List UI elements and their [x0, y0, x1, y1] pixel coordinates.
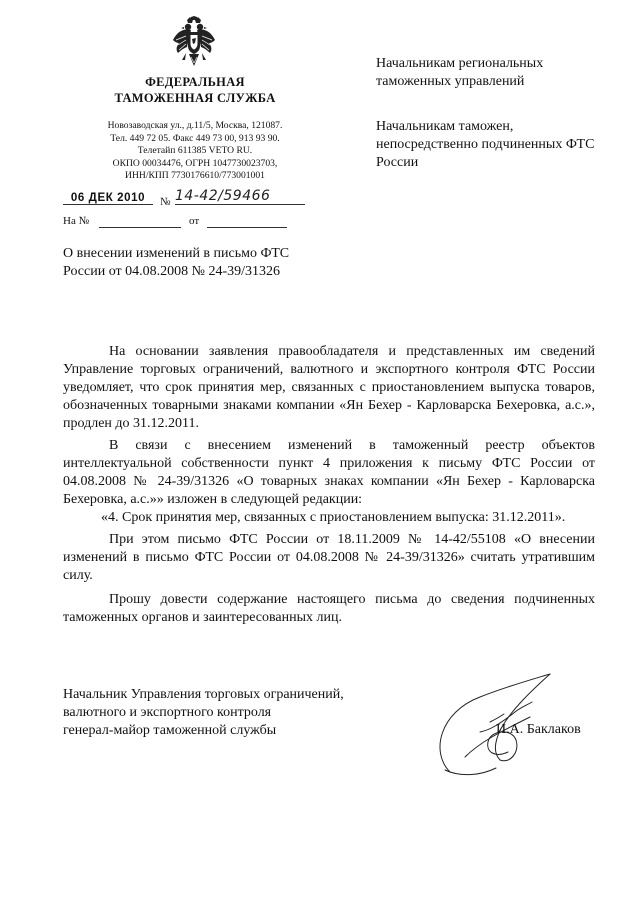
reference-row: [63, 215, 273, 235]
signer-title-line: Начальник Управления торговых ограничений,: [63, 687, 344, 702]
signer-title: [63, 686, 393, 740]
reference-date-label: от: [189, 215, 200, 227]
reference-number-label: На №: [63, 215, 90, 227]
registration-number: 14-42/59466: [175, 188, 305, 205]
body-paragraph: При этом письмо ФТС России от 18.11.2009 № 14-42/55108 «О внесении изменений в письмо ФТС России от 04.08.2008 № 24-39/31326» считать утратившим силу.: [63, 532, 595, 583]
signer-title-line: валютного и экспортного контроля: [63, 705, 272, 720]
registration-row: [63, 188, 333, 212]
organization-address: [70, 120, 320, 183]
address-line: Новозаводская ул., д.11/5, Москва, 121087.: [107, 120, 283, 131]
reference-date-blank: [207, 227, 287, 228]
body-paragraph: В связи с внесением изменений в таможенный реестр объектов интеллектуальной собственности пункт 4 приложения к письму ФТС России от 04.08.2008 № 24-39/31326 «О товарных знаках компании «Ян Бехер - Карловарска Бехеровка, а.с.»» изложен в следующей редакции:: [63, 438, 595, 507]
body-paragraph: Прошу довести содержание настоящего письма до сведения подчиненных таможенных органов и заинтересованных лиц.: [63, 592, 595, 625]
body-paragraph: «4. Срок принятия мер, связанных с приостановлением выпуска: 31.12.2011».: [101, 510, 566, 525]
recipient-regional: Начальникам региональных таможенных управлений: [376, 56, 544, 89]
org-name-line-2: ТАМОЖЕННАЯ СЛУЖБА: [114, 91, 276, 105]
address-line: Телетайп 611385 VETO RU.: [137, 145, 253, 157]
address-line: Тел. 449 72 05. Факс 449 73 00, 913 93 90.: [110, 132, 280, 144]
registration-number-label: №: [160, 196, 171, 208]
signer-name: И.А. Баклаков: [496, 722, 581, 737]
reference-number-blank: [99, 227, 181, 228]
signer-title-line: генерал-майор таможенной службы: [63, 723, 277, 738]
address-line: ОКПО 00034476, ОГРН 1047730023703,: [112, 157, 278, 169]
letter-subject: О внесении изменений в письмо ФТС России от 04.08.2008 № 24-39/31326: [63, 246, 290, 279]
recipient-customs: Начальникам таможен, непосредственно подчиненных ФТС России: [376, 119, 595, 170]
letter-body: [63, 343, 595, 627]
state-emblem-icon: [171, 16, 217, 70]
org-name-line-1: ФЕДЕРАЛЬНАЯ: [145, 75, 245, 89]
address-line: ИНН/КПП 7730176610/773001001: [125, 170, 265, 182]
organization-name: [82, 74, 308, 106]
body-paragraph: На основании заявления правообладателя и представленных им сведений Управление торговых ограничений, валютного и экспортного контроля ФТС России уведомляет, что срок принятия мер, связанных с приостановлением выпуска товаров, обозначенных товарными знаками компании «Ян Бехер - Карловарска Бехеровка, а.с.», продлен до 31.12.2011.: [63, 344, 595, 431]
registration-date: 06 ДЕК 2010: [63, 192, 153, 205]
